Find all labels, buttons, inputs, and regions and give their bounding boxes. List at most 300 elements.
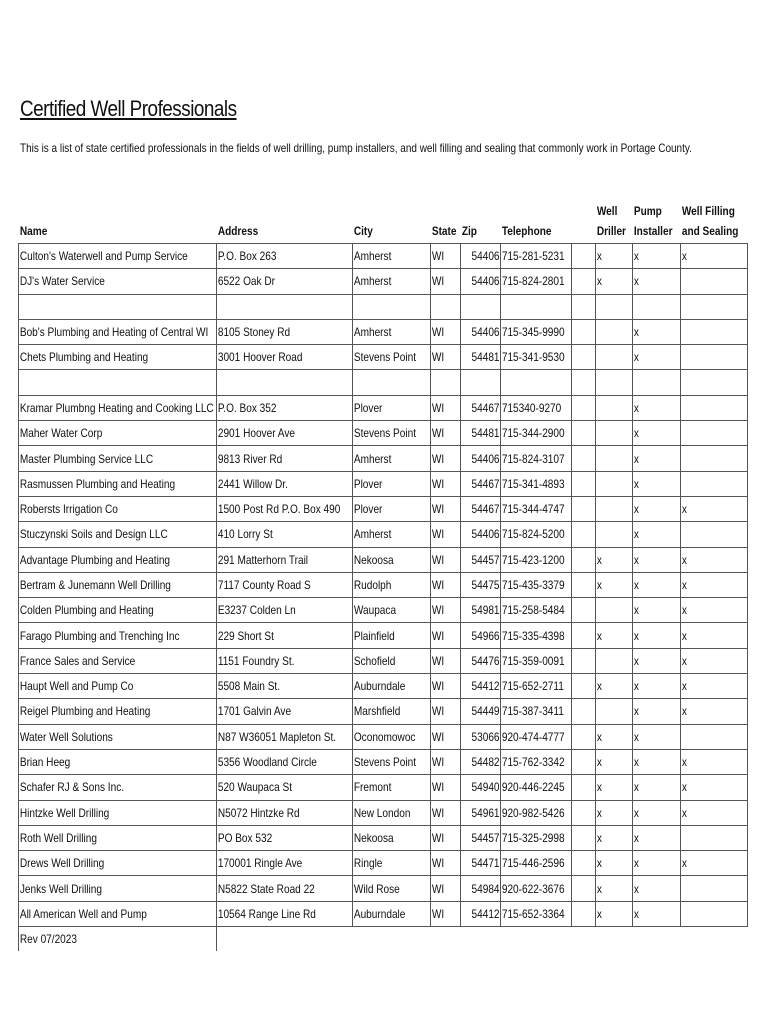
cell-address: 3001 Hoover Road <box>217 345 353 370</box>
cell-name: Haupt Well and Pump Co <box>19 674 217 699</box>
cell-name: DJ's Water Service <box>19 269 217 294</box>
header-name: Name <box>19 223 47 238</box>
table-row <box>19 572 748 597</box>
cell-gap <box>572 724 596 749</box>
cell-pump-installer <box>633 294 681 319</box>
cell-well-driller <box>596 496 633 521</box>
cell-telephone <box>501 370 572 395</box>
cell-telephone: 715-344-2900 <box>501 421 572 446</box>
cell-state: WI <box>431 851 461 876</box>
cell-zip: 54966 <box>461 623 501 648</box>
cell-telephone: 920-982-5426 <box>501 800 572 825</box>
cell-city: Stevens Point <box>353 421 431 446</box>
cell-telephone: 715-423-1200 <box>501 547 572 572</box>
cell-city: Fremont <box>353 775 431 800</box>
cell-well-driller <box>596 319 633 344</box>
cell-gap <box>572 319 596 344</box>
cell-well-sealing: x <box>681 674 748 699</box>
cell-name: Drews Well Drilling <box>19 851 217 876</box>
cell-gap <box>572 901 596 926</box>
cell-zip: 54940 <box>461 775 501 800</box>
cell-telephone: 715-281-5231 <box>501 244 572 269</box>
cell-name: Rasmussen Plumbing and Heating <box>19 471 217 496</box>
cell-state: WI <box>431 496 461 521</box>
cell-gap <box>572 471 596 496</box>
table-row <box>19 674 748 699</box>
cell-telephone: 715-344-4747 <box>501 496 572 521</box>
cell-address: 9813 River Rd <box>217 446 353 471</box>
cell-pump-installer: x <box>633 876 681 901</box>
cell-state: WI <box>431 319 461 344</box>
cell-well-sealing: x <box>681 699 748 724</box>
table-row <box>19 345 748 370</box>
cell-address: 10564 Range Line Rd <box>217 901 353 926</box>
cell-telephone: 715-824-5200 <box>501 522 572 547</box>
cell-gap <box>572 623 596 648</box>
cell-well-driller <box>596 294 633 319</box>
cell-name: Bertram & Junemann Well Drilling <box>19 572 217 597</box>
cell-city: Amherst <box>353 269 431 294</box>
cell-zip: 54481 <box>461 421 501 446</box>
cell-city: Amherst <box>353 446 431 471</box>
cell-telephone: 715-446-2596 <box>501 851 572 876</box>
cell-state: WI <box>431 648 461 673</box>
cell-city: Stevens Point <box>353 749 431 774</box>
intro-paragraph: This is a list of state certified professionals in the fields of well drilling, pump installers, and well filling and sealing that commonly work in Portage County. <box>20 141 692 155</box>
cell-pump-installer: x <box>633 244 681 269</box>
cell-pump-installer: x <box>633 547 681 572</box>
header-driller-bottom: Driller <box>596 223 626 238</box>
table-row <box>19 598 748 623</box>
cell-city: Auburndale <box>353 901 431 926</box>
cell-city: Amherst <box>353 319 431 344</box>
cell-gap <box>572 851 596 876</box>
header-address: Address <box>217 223 258 238</box>
cell-well-sealing: x <box>681 800 748 825</box>
table-row <box>19 547 748 572</box>
cell-pump-installer: x <box>633 775 681 800</box>
spacer-row <box>19 370 748 395</box>
cell-gap <box>572 269 596 294</box>
cell-well-driller <box>596 598 633 623</box>
cell-state: WI <box>431 269 461 294</box>
cell-city: Rudolph <box>353 572 431 597</box>
cell-well-sealing: x <box>681 547 748 572</box>
header-state: State <box>431 223 456 238</box>
table-row <box>19 395 748 420</box>
header-seal-top: Well Filling <box>681 204 735 218</box>
cell-well-sealing: x <box>681 496 748 521</box>
cell-gap <box>572 749 596 774</box>
cell-gap <box>572 496 596 521</box>
cell-gap <box>572 395 596 420</box>
table-row <box>19 749 748 774</box>
cell-telephone: 715-824-3107 <box>501 446 572 471</box>
cell-gap <box>572 370 596 395</box>
cell-well-driller: x <box>596 674 633 699</box>
table-row <box>19 269 748 294</box>
cell-zip: 54984 <box>461 876 501 901</box>
revision-row <box>19 927 748 952</box>
cell-well-driller: x <box>596 269 633 294</box>
cell-zip: 54476 <box>461 648 501 673</box>
cell-city: Wild Rose <box>353 876 431 901</box>
cell-city: Schofield <box>353 648 431 673</box>
cell-state <box>431 370 461 395</box>
cell-telephone: 715-325-2998 <box>501 825 572 850</box>
cell-city: Auburndale <box>353 674 431 699</box>
cell-state: WI <box>431 749 461 774</box>
cell-state: WI <box>431 572 461 597</box>
header-city: City <box>353 223 373 238</box>
cell-pump-installer: x <box>633 648 681 673</box>
cell-name: Hintzke Well Drilling <box>19 800 217 825</box>
cell-pump-installer: x <box>633 319 681 344</box>
cell-address: 520 Waupaca St <box>217 775 353 800</box>
cell-telephone: 715-387-3411 <box>501 699 572 724</box>
header-pump-top: Pump <box>633 204 662 218</box>
cell-name: Maher Water Corp <box>19 421 217 446</box>
cell-telephone: 715-345-9990 <box>501 319 572 344</box>
cell-pump-installer: x <box>633 598 681 623</box>
cell-well-driller: x <box>596 623 633 648</box>
table-row <box>19 876 748 901</box>
cell-city: Plover <box>353 496 431 521</box>
cell-address: N5822 State Road 22 <box>217 876 353 901</box>
cell-well-sealing: x <box>681 648 748 673</box>
cell-pump-installer: x <box>633 851 681 876</box>
cell-telephone: 715-652-3364 <box>501 901 572 926</box>
cell-address: 170001 Ringle Ave <box>217 851 353 876</box>
cell-well-sealing <box>681 522 748 547</box>
cell-state: WI <box>431 598 461 623</box>
cell-address: P.O. Box 263 <box>217 244 353 269</box>
cell-well-sealing: x <box>681 851 748 876</box>
cell-address <box>217 370 353 395</box>
cell-address: P.O. Box 352 <box>217 395 353 420</box>
cell-well-driller: x <box>596 547 633 572</box>
cell-zip: 54467 <box>461 496 501 521</box>
cell-well-sealing <box>681 294 748 319</box>
cell-well-sealing <box>681 345 748 370</box>
cell-state: WI <box>431 345 461 370</box>
professionals-table <box>18 196 748 951</box>
revision-blank <box>217 927 748 952</box>
cell-address: 1701 Galvin Ave <box>217 699 353 724</box>
cell-pump-installer: x <box>633 421 681 446</box>
cell-well-sealing: x <box>681 598 748 623</box>
cell-city: New London <box>353 800 431 825</box>
cell-pump-installer: x <box>633 345 681 370</box>
header-row-top <box>19 196 748 218</box>
cell-city: Oconomowoc <box>353 724 431 749</box>
cell-well-driller <box>596 648 633 673</box>
cell-well-driller: x <box>596 724 633 749</box>
cell-well-sealing: x <box>681 244 748 269</box>
cell-zip: 54406 <box>461 244 501 269</box>
cell-pump-installer: x <box>633 572 681 597</box>
cell-city <box>353 294 431 319</box>
table-row <box>19 446 748 471</box>
cell-state: WI <box>431 421 461 446</box>
cell-name: Schafer RJ & Sons Inc. <box>19 775 217 800</box>
cell-zip: 54412 <box>461 901 501 926</box>
cell-well-driller <box>596 395 633 420</box>
cell-address: 2901 Hoover Ave <box>217 421 353 446</box>
cell-state: WI <box>431 395 461 420</box>
header-row <box>19 218 748 244</box>
cell-well-driller: x <box>596 800 633 825</box>
cell-well-sealing <box>681 319 748 344</box>
cell-name <box>19 294 217 319</box>
cell-state: WI <box>431 901 461 926</box>
revision-note: Rev 07/2023 <box>19 927 217 952</box>
cell-telephone: 715340-9270 <box>501 395 572 420</box>
cell-pump-installer: x <box>633 674 681 699</box>
table-row <box>19 421 748 446</box>
cell-address: 8105 Stoney Rd <box>217 319 353 344</box>
spacer-row <box>19 294 748 319</box>
cell-name: Roth Well Drilling <box>19 825 217 850</box>
cell-address: N5072 Hintzke Rd <box>217 800 353 825</box>
cell-gap <box>572 421 596 446</box>
cell-gap <box>572 648 596 673</box>
cell-city: Stevens Point <box>353 345 431 370</box>
cell-gap <box>572 244 596 269</box>
cell-gap <box>572 446 596 471</box>
table-row <box>19 319 748 344</box>
cell-name: Master Plumbing Service LLC <box>19 446 217 471</box>
cell-state: WI <box>431 876 461 901</box>
cell-state: WI <box>431 244 461 269</box>
cell-state: WI <box>431 446 461 471</box>
cell-pump-installer: x <box>633 446 681 471</box>
cell-state: WI <box>431 623 461 648</box>
cell-name: Jenks Well Drilling <box>19 876 217 901</box>
cell-name: Reigel Plumbing and Heating <box>19 699 217 724</box>
cell-zip: 54406 <box>461 522 501 547</box>
cell-pump-installer: x <box>633 522 681 547</box>
cell-pump-installer: x <box>633 749 681 774</box>
cell-zip: 54457 <box>461 547 501 572</box>
cell-city: Ringle <box>353 851 431 876</box>
cell-well-sealing: x <box>681 572 748 597</box>
cell-telephone: 920-622-3676 <box>501 876 572 901</box>
table-body <box>19 244 748 952</box>
cell-address: 229 Short St <box>217 623 353 648</box>
cell-pump-installer: x <box>633 901 681 926</box>
cell-well-driller: x <box>596 749 633 774</box>
cell-well-sealing <box>681 395 748 420</box>
cell-well-driller <box>596 446 633 471</box>
cell-well-driller: x <box>596 572 633 597</box>
cell-well-sealing: x <box>681 775 748 800</box>
cell-name: Bob's Plumbing and Heating of Central WI <box>19 319 217 344</box>
cell-state: WI <box>431 724 461 749</box>
cell-zip: 54482 <box>461 749 501 774</box>
cell-state: WI <box>431 775 461 800</box>
cell-well-driller: x <box>596 775 633 800</box>
cell-well-driller: x <box>596 876 633 901</box>
cell-zip <box>461 294 501 319</box>
cell-pump-installer: x <box>633 496 681 521</box>
cell-name: Colden Plumbing and Heating <box>19 598 217 623</box>
cell-well-driller: x <box>596 851 633 876</box>
cell-state <box>431 294 461 319</box>
table-row <box>19 851 748 876</box>
cell-state: WI <box>431 522 461 547</box>
cell-name: Advantage Plumbing and Heating <box>19 547 217 572</box>
cell-well-sealing <box>681 471 748 496</box>
cell-pump-installer: x <box>633 800 681 825</box>
cell-address: PO Box 532 <box>217 825 353 850</box>
cell-name: All American Well and Pump <box>19 901 217 926</box>
header-driller-top: Well <box>596 204 617 218</box>
cell-telephone: 920-474-4777 <box>501 724 572 749</box>
cell-city: Nekoosa <box>353 547 431 572</box>
cell-gap <box>572 775 596 800</box>
cell-name: Water Well Solutions <box>19 724 217 749</box>
cell-well-sealing <box>681 876 748 901</box>
cell-telephone: 715-762-3342 <box>501 749 572 774</box>
cell-well-sealing: x <box>681 749 748 774</box>
cell-well-sealing <box>681 724 748 749</box>
table-row <box>19 522 748 547</box>
cell-well-driller: x <box>596 825 633 850</box>
table-row <box>19 623 748 648</box>
cell-zip: 54471 <box>461 851 501 876</box>
cell-zip: 54406 <box>461 319 501 344</box>
header-pump-bottom: Installer <box>633 223 673 238</box>
cell-zip: 54961 <box>461 800 501 825</box>
cell-name: Culton's Waterwell and Pump Service <box>19 244 217 269</box>
cell-name: Farago Plumbing and Trenching Inc <box>19 623 217 648</box>
cell-pump-installer: x <box>633 623 681 648</box>
cell-name: Kramar Plumbng Heating and Cooking LLC <box>19 395 217 420</box>
cell-address: 1500 Post Rd P.O. Box 490 <box>217 496 353 521</box>
cell-zip <box>461 370 501 395</box>
cell-name: Chets Plumbing and Heating <box>19 345 217 370</box>
cell-gap <box>572 598 596 623</box>
cell-address: 5508 Main St. <box>217 674 353 699</box>
cell-name: France Sales and Service <box>19 648 217 673</box>
cell-gap <box>572 294 596 319</box>
cell-pump-installer <box>633 370 681 395</box>
cell-gap <box>572 572 596 597</box>
cell-telephone: 715-824-2801 <box>501 269 572 294</box>
cell-well-driller: x <box>596 244 633 269</box>
table-row <box>19 775 748 800</box>
cell-well-sealing <box>681 269 748 294</box>
header-zip: Zip <box>461 223 477 238</box>
header-seal-bottom: and Sealing <box>681 223 738 238</box>
cell-zip: 54981 <box>461 598 501 623</box>
cell-gap <box>572 800 596 825</box>
table-row <box>19 724 748 749</box>
cell-gap <box>572 876 596 901</box>
cell-well-driller <box>596 345 633 370</box>
cell-name: Stuczynski Soils and Design LLC <box>19 522 217 547</box>
cell-address: 7117 County Road S <box>217 572 353 597</box>
cell-name: Brian Heeg <box>19 749 217 774</box>
cell-state: WI <box>431 471 461 496</box>
cell-state: WI <box>431 825 461 850</box>
cell-well-sealing <box>681 901 748 926</box>
table-row <box>19 471 748 496</box>
cell-state: WI <box>431 699 461 724</box>
cell-state: WI <box>431 674 461 699</box>
cell-state: WI <box>431 800 461 825</box>
cell-telephone: 715-435-3379 <box>501 572 572 597</box>
table-row <box>19 648 748 673</box>
cell-pump-installer: x <box>633 471 681 496</box>
cell-telephone: 715-359-0091 <box>501 648 572 673</box>
cell-pump-installer: x <box>633 724 681 749</box>
cell-zip: 54406 <box>461 269 501 294</box>
cell-pump-installer: x <box>633 395 681 420</box>
cell-city: Waupaca <box>353 598 431 623</box>
header-telephone: Telephone <box>501 223 552 238</box>
cell-city: Plover <box>353 395 431 420</box>
cell-address: 2441 Willow Dr. <box>217 471 353 496</box>
cell-address: 291 Matterhorn Trail <box>217 547 353 572</box>
cell-telephone: 715-341-9530 <box>501 345 572 370</box>
cell-well-driller <box>596 522 633 547</box>
cell-telephone: 715-258-5484 <box>501 598 572 623</box>
cell-zip: 54475 <box>461 572 501 597</box>
table-row <box>19 699 748 724</box>
cell-well-driller <box>596 699 633 724</box>
cell-address: 6522 Oak Dr <box>217 269 353 294</box>
cell-well-sealing <box>681 446 748 471</box>
cell-pump-installer: x <box>633 825 681 850</box>
cell-telephone: 920-446-2245 <box>501 775 572 800</box>
cell-address <box>217 294 353 319</box>
table-row <box>19 496 748 521</box>
cell-zip: 54449 <box>461 699 501 724</box>
cell-address: E3237 Colden Ln <box>217 598 353 623</box>
cell-gap <box>572 547 596 572</box>
cell-gap <box>572 674 596 699</box>
cell-city <box>353 370 431 395</box>
cell-zip: 54412 <box>461 674 501 699</box>
cell-well-sealing <box>681 825 748 850</box>
cell-well-sealing <box>681 370 748 395</box>
cell-gap <box>572 345 596 370</box>
cell-gap <box>572 825 596 850</box>
cell-well-driller <box>596 471 633 496</box>
cell-zip: 53066 <box>461 724 501 749</box>
table-row <box>19 800 748 825</box>
cell-well-sealing <box>681 421 748 446</box>
page-title: Certified Well Professionals <box>20 96 237 121</box>
cell-city: Plainfield <box>353 623 431 648</box>
cell-address: 1151 Foundry St. <box>217 648 353 673</box>
cell-city: Nekoosa <box>353 825 431 850</box>
cell-gap <box>572 699 596 724</box>
cell-name <box>19 370 217 395</box>
cell-city: Amherst <box>353 244 431 269</box>
table-row <box>19 825 748 850</box>
cell-address: N87 W36051 Mapleton St. <box>217 724 353 749</box>
cell-city: Marshfield <box>353 699 431 724</box>
cell-telephone <box>501 294 572 319</box>
cell-zip: 54481 <box>461 345 501 370</box>
cell-city: Amherst <box>353 522 431 547</box>
cell-well-driller: x <box>596 901 633 926</box>
cell-telephone: 715-652-2711 <box>501 674 572 699</box>
cell-gap <box>572 522 596 547</box>
